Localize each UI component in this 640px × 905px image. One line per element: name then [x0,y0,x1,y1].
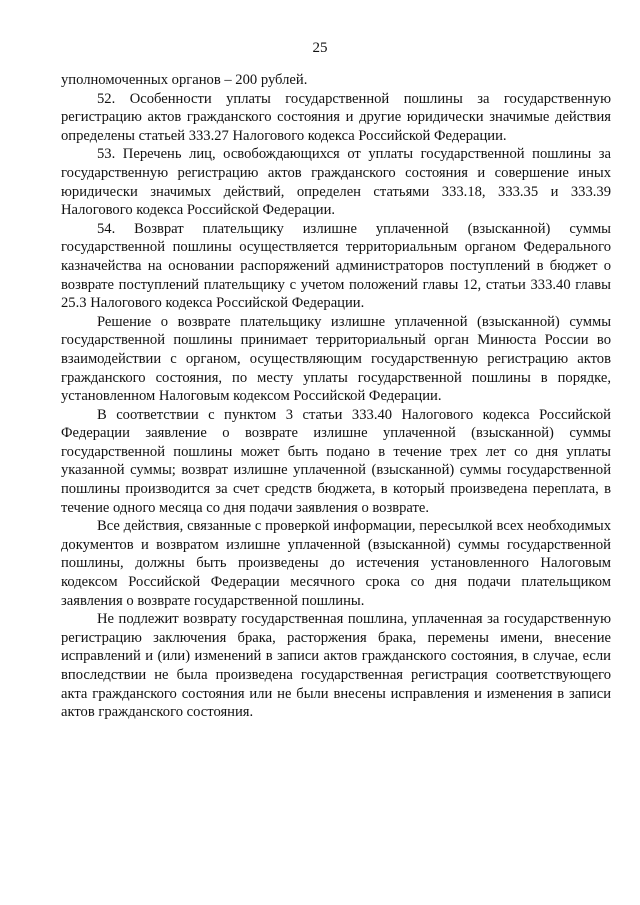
paragraph-52: 52. Особенности уплаты государственной пошлины за государственную регистрацию актов гражданского состояния и другие юридически значимые действия определены статьей 333.27 Налогового кодекса Российской Федерации. [61,90,611,144]
paragraph-decision: Решение о возврате плательщику излишне уплаченной (взысканной) суммы государственной пошлины принимает территориальный орган Минюста России во взаимодействии с органом, осуществляющим государственную регистрацию актов гражданского состояния, по месту уплаты государственной пошлины в порядке, установленном Налоговым кодексом Российской Федерации. [61,313,611,405]
paragraph-not-refund: Не подлежит возврату государственная пошлина, уплаченная за государственную регистрацию заключения брака, расторжения брака, перемены имени, внесение исправлений и (или) изменений в записи актов гражданского состояния, в случае, если впоследствии не была произведена государственная регистрация соответствующего акта гражданского состояния или не были внесены исправления и изменения в записи актов гражданского состояния. [61,611,611,721]
paragraph-continuation: уполномоченных органов – 200 рублей. [61,72,308,88]
document-body [61,71,611,722]
paragraph-accordance: В соответствии с пунктом 3 статьи 333.40 Налогового кодекса Российской Федерации заявление о возврате излишне уплаченной (взысканной) суммы государственной пошлины может быть подано в течение трех лет со дня уплаты указанной суммы; возврат излишне уплаченной (взысканной) суммы государственной пошлины производится за счет средств бюджета, в который произведена переплата, в течение одного месяца со дня подачи заявления о возврате. [61,406,611,516]
paragraph-53: 53. Перечень лиц, освобождающихся от уплаты государственной пошлины за государственную регистрацию актов гражданского состояния и совершение иных юридически значимых действий, определен статьями 333.18, 333.35 и 333.39 Налогового кодекса Российской Федерации. [61,146,611,219]
paragraph-actions: Все действия, связанные с проверкой информации, пересылкой всех необходимых документов и возвратом излишне уплаченной (взысканной) суммы государственной пошлины, должны быть произведены до истечения установленного Налоговым кодексом Российской Федерации месячного срока со дня подачи плательщиком заявления о возврате государственной пошлины. [61,518,611,609]
page-number: 25 [312,40,328,56]
paragraph-54: 54. Возврат плательщику излишне уплаченной (взысканной) суммы государственной пошлины осуществляется территориальным органом Федерального казначейства на основании распоряжений администраторов поступлений в бюджет о возврате поступлений плательщику с учетом положений главы 12, статьи 333.40 главы 25.3 Налогового кодекса Российской Федерации. [61,220,611,312]
